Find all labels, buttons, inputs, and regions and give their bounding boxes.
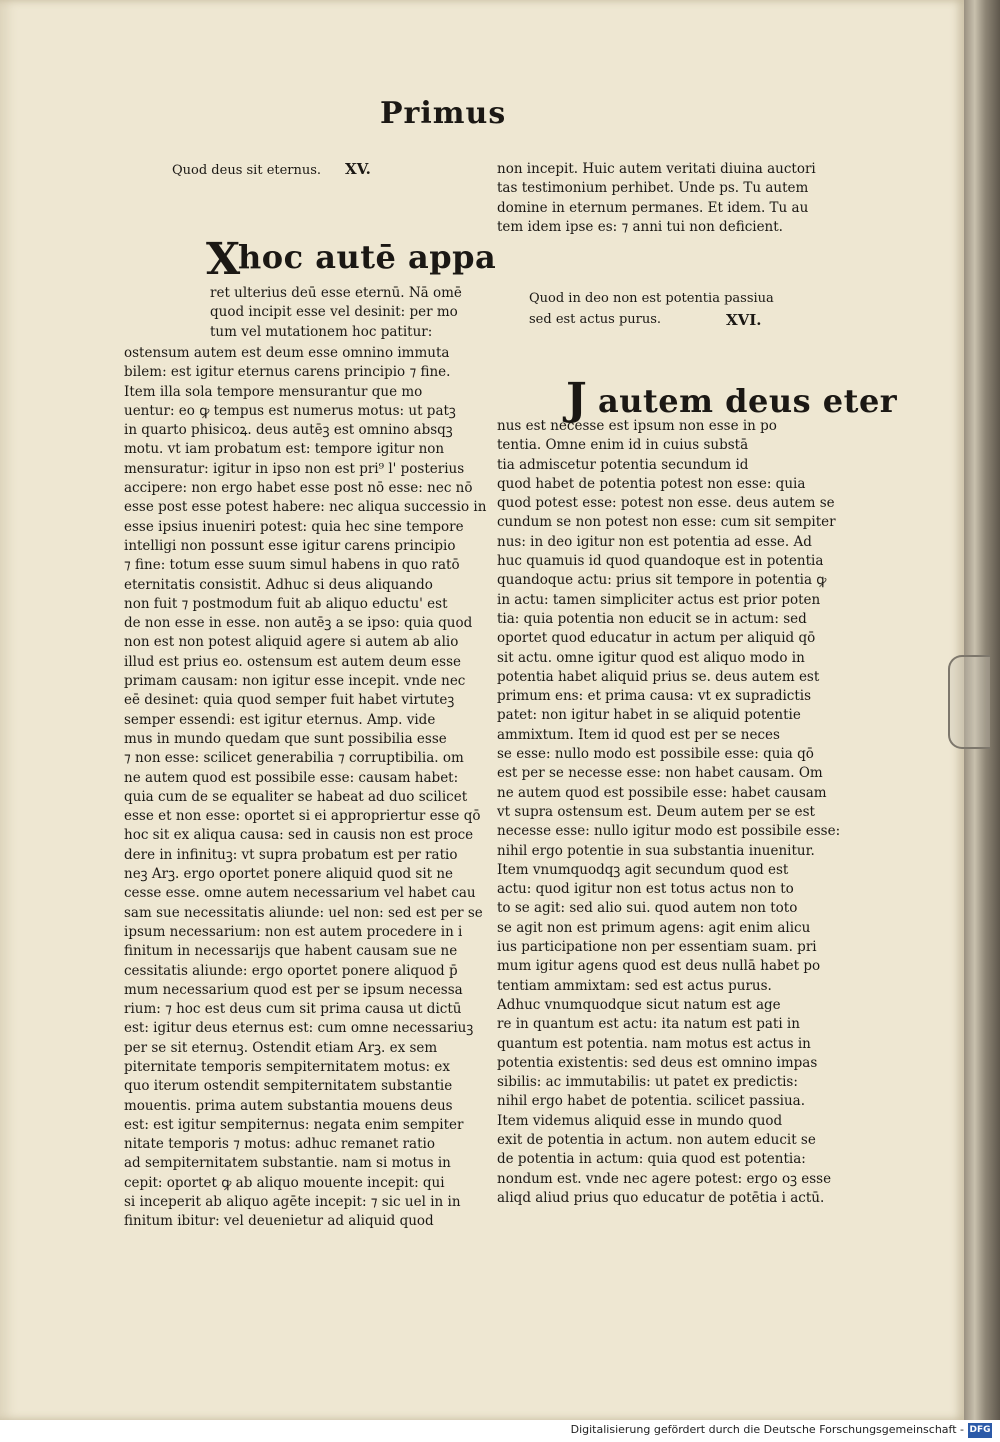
text-line: quia cum de se equaliter se habeat ad duo scilicet [124,788,468,805]
chapter-title-left: Quod deus sit eternus. [172,163,322,178]
text-line: re in quantum est actu: ita natum est pati in [497,1016,800,1033]
text-line: ⁊ non esse: scilicet generabilia ⁊ corruptibilia. om [124,750,464,767]
right-column-text [497,417,841,1208]
text-line: quod incipit esse vel desinit: per mo [210,304,458,321]
text-line: finitum ibitur: vel deuenietur ad aliquid quod [124,1213,434,1230]
text-line: cepit: oportet ꝙ ab aliquo mouente incepit: qui [124,1174,445,1191]
text-line: cesse esse. omne autem necessarium vel habet cau [124,885,476,902]
text-line: quod habet de potentia potest non esse: quia [497,475,806,492]
text-line: exit de potentia in actum. non autem educit se [497,1131,816,1148]
text-line: ostensum autem est deum esse omnino immuta [124,345,450,361]
text-line: non fuit ⁊ postmodum fuit ab aliquo eductu' est [124,595,448,612]
text-line: se esse: nullo modo est possibile esse: quia qō [497,746,814,763]
text-line: nihil ergo habet de potentia. scilicet passiua. [497,1093,806,1110]
chapter-number-right: XVI. [726,311,762,329]
text-line: non est non potest aliquid agere si autem ab alio [124,634,459,651]
text-line: tas testimonium perhibet. Unde ps. Tu autem [497,180,809,197]
text-line: sibilis: ac immutabilis: ut patet ex predictis: [497,1074,798,1091]
text-line: mum igitur agens quod est deus nullā habet po [497,958,821,975]
text-line: oportet quod educatur in actum per aliquid qō [497,630,816,647]
incipit-left: hoc autē appa [238,238,497,276]
text-line: nitate temporis ⁊ motus: adhuc remanet ratio [124,1136,435,1153]
text-line: de potentia in actum: quia quod est potentia: [497,1151,806,1168]
chapter-title-right-2: sed est actus purus. [529,312,662,327]
text-line: piternitate temporis sempiternitatem motus: ex [124,1058,450,1075]
text-line: se agit non est primum agens: agit enim alicu [497,919,811,936]
text-line: nus est necesse est ipsum non esse in po [497,418,777,434]
text-line: quantum est potentia. nam motus est actus in [497,1035,811,1052]
text-line: tentiam ammixtam: sed est actus purus. [497,977,772,994]
page-clip [948,655,990,749]
text-line: est: igitur deus eternus est: cum omne necessariuꝫ [124,1020,474,1037]
text-line: in actu: tamen simpliciter actus est prior poten [497,591,821,608]
text-line: motu. vt iam probatum est: tempore igitur non [124,441,445,458]
text-line: ne autem quod est possibile esse: habet causam [497,784,827,801]
text-line: tia: quia potentia non educit se in actum: sed [497,610,807,627]
text-line: accipere: non ergo habet esse post nō esse: nec nō [124,480,473,497]
text-line: ius participatione non per essentiam suam. pri [497,939,817,956]
text-line: tia admiscetur potentia secundum id [497,456,749,473]
funding-notice: Digitalisierung gefördert durch die Deutsche Forschungsgemeinschaft - [570,1423,964,1436]
text-line: uentur: eo ꝙ tempus est numerus motus: ut patꝫ [124,402,456,419]
text-line: nus: in deo igitur non est potentia ad esse. Ad [497,533,812,550]
text-line: primam causam: non igitur esse incepit. vnde nec [124,673,466,690]
text-line: patet: non igitur habet in se aliquid potentie [497,707,801,724]
text-line: finitum in necessarijs que habent causam sue ne [124,943,458,960]
text-line: ammixtum. Item id quod est per se neces [497,726,780,743]
text-line: illud est prius eo. ostensum est autem deum esse [124,653,462,670]
text-line: actu: quod igitur non est totus actus non to [497,881,794,898]
text-line: tum vel mutationem hoc patitur: [210,323,433,340]
text-line: vt supra ostensum est. Deum autem per se est [497,803,815,820]
dfg-logo: DFG [968,1423,992,1438]
text-line: aliqd aliud prius quo educatur de potētia i actū. [497,1189,825,1206]
text-line: primum ens: et prima causa: vt ex supradictis [497,688,812,705]
left-column-text [124,344,487,1232]
text-line: huc quamuis id quod quandoque est in potentia [497,553,824,570]
initial-letter-right: J [566,374,587,425]
text-line: ne autem quod est possibile esse: causam habet: [124,769,459,786]
text-line: cundum se non potest non esse: cum sit sempiter [497,514,836,531]
text-line: mensuratur: igitur in ipso non est pri⁹ l' posterius [124,460,465,477]
text-line: quod potest esse: potest non esse. deus autem se [497,495,835,512]
text-line: ad sempiternitatem substantie. nam si motus in [124,1155,451,1172]
text-line: semper essendi: est igitur eternus. Amp. vide [124,711,436,728]
text-line: bilem: est igitur eternus carens principio ⁊ fine. [124,364,451,381]
text-line: ⁊ fine: totum esse suum simul habens in quo ratō [124,557,460,574]
text-line: dere in infinituꝫ: vt supra probatum est per ratio [124,846,458,863]
text-line: neꝫ Arꝫ. ergo oportet ponere aliquid quod sit ne [124,866,454,883]
text-line: ipsum necessarium: non est autem procedere in i [124,923,463,940]
text-line: esse ipsius inueniri potest: quia hec sine tempore [124,518,464,535]
text-line: quo iterum ostendit sempiternitatem substantie [124,1078,453,1095]
text-line: to se agit: sed alio sui. quod autem non toto [497,900,798,917]
initial-letter-left: X [206,234,241,285]
text-line: non incepit. Huic autem veritati diuina auctori [497,161,816,177]
text-line: Item videmus aliquid esse in mundo quod [497,1112,783,1129]
text-line: est per se necesse esse: non habet causam. Om [497,765,823,782]
text-line: potentia existentis: sed deus est omnino impas [497,1054,818,1071]
incipit-right: autem deus eter [598,382,898,420]
text-line: esse et non esse: oportet si ei appropriertur esse qō [124,808,481,825]
text-line: per se sit eternuꝫ. Ostendit etiam Arꝫ. ex sem [124,1039,438,1056]
text-line: sam sue necessitatis aliunde: uel non: sed est per se [124,904,483,921]
text-line: mus in mundo quedam que sunt possibilia esse [124,730,447,747]
text-line: nihil ergo potentie in sua substantia inuenitur. [497,842,815,859]
text-line: Item vnumquodqꝫ agit secundum quod est [497,861,789,878]
text-line: hoc sit ex aliqua causa: sed in causis non est proce [124,827,474,844]
text-line: in quarto phisicoꝝ. deus autēꝫ est omnino absqꝫ [124,422,453,439]
text-line: est: est igitur sempiternus: negata enim sempiter [124,1116,464,1133]
text-line: intelligi non possunt esse igitur carens principio [124,537,456,554]
text-line: cessitatis aliunde: ergo oportet ponere aliquod p̄ [124,962,458,979]
chapter-number-left: XV. [345,160,371,178]
text-line: ret ulterius deū esse eternū. Nā omē [210,285,462,301]
text-line: tem idem ipse es: ⁊ anni tui non deficient. [497,218,783,235]
right-column-top-text [497,160,827,237]
text-line: si inceperit ab aliquo agēte incepit: ⁊ sic uel in in [124,1194,461,1211]
text-line: domine in eternum permanes. Et idem. Tu au [497,199,809,216]
text-line: necesse esse: nullo igitur modo est possibile esse: [497,823,841,840]
text-line: potentia habet aliquid prius se. deus autem est [497,668,820,685]
text-line: Item illa sola tempore mensurantur que mo [124,383,423,400]
text-line: nondum est. vnde nec agere potest: ergo oꝫ esse [497,1170,832,1187]
text-line: sit actu. omne igitur quod est aliquo modo in [497,649,805,666]
text-line: eē desinet: quia quod semper fuit habet virtuteꝫ [124,692,455,709]
text-line: eternitatis consistit. Adhuc si deus aliquando [124,576,433,593]
text-line: Adhuc vnumquodque sicut natum est age [497,996,781,1013]
text-line: esse post esse potest habere: nec aliqua successio in [124,499,487,516]
footer-bar [0,1420,1000,1442]
text-line: tentia. Omne enim id in cuius substā [497,437,749,454]
text-line: quandoque actu: prius sit tempore in potentia ꝙ [497,572,827,589]
text-line: de non esse in esse. non autēꝫ a se ipso: quia quod [124,615,473,632]
page-heading: Primus [380,96,507,131]
incipit-continuation-left [210,284,462,342]
text-line: mouentis. prima autem substantia mouens deus [124,1097,453,1114]
text-line: mum necessarium quod est per se ipsum necessa [124,981,463,998]
text-line: rium: ⁊ hoc est deus cum sit prima causa ut dictū [124,1001,462,1018]
chapter-title-right-1: Quod in deo non est potentia passiua [529,291,774,306]
